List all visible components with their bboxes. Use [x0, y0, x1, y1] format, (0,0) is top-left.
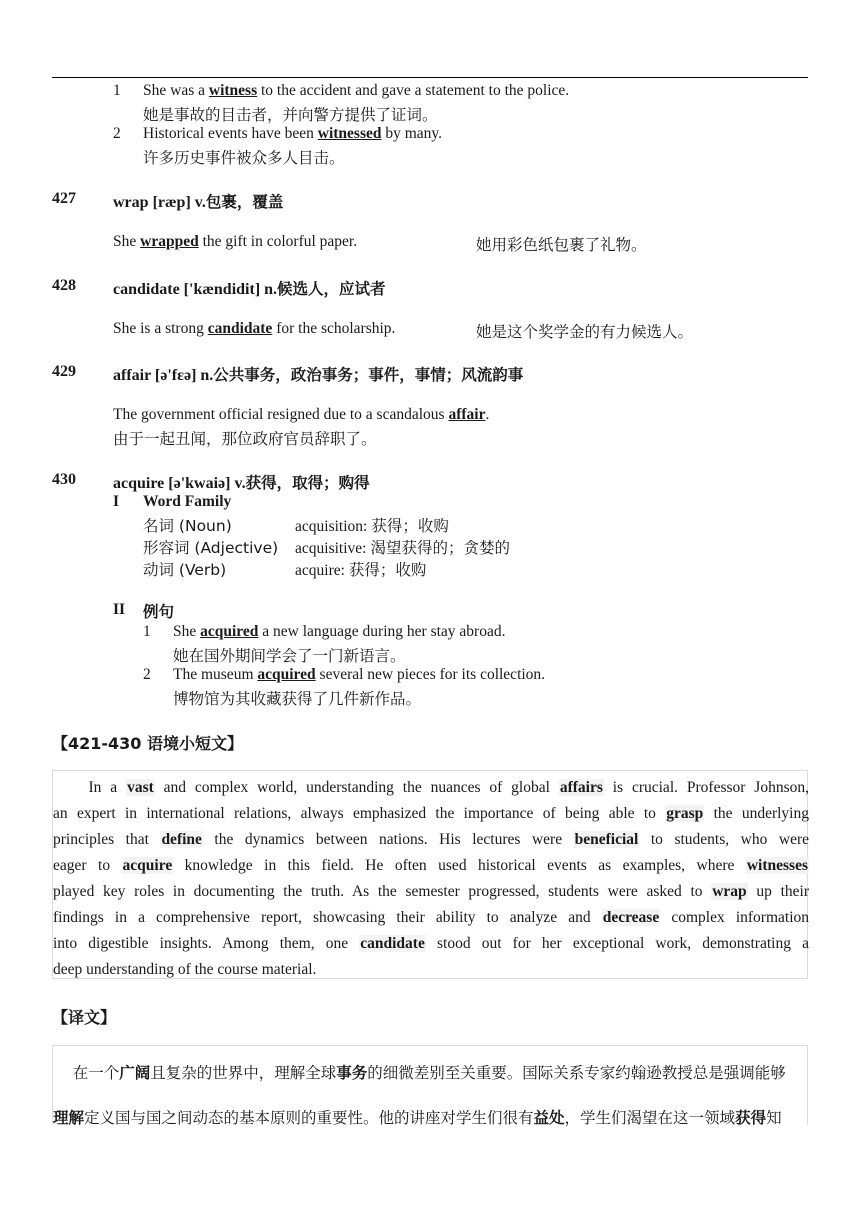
example-text: Historical events have been: [143, 125, 318, 142]
translation-keyword: 理解: [53, 1109, 85, 1127]
example-text: She: [173, 623, 201, 640]
examples-title: 例句: [143, 603, 175, 621]
word-family-entry: [295, 558, 426, 580]
word-family-word: acquisitive:: [295, 540, 367, 557]
word-family-meaning: 获得；收购: [348, 561, 427, 579]
translation-keyword: 广阔: [119, 1064, 151, 1082]
word-family-pos: 形容词 (Adjective): [143, 539, 279, 557]
passage-keyword: beneficial: [574, 831, 639, 848]
example-english: [173, 666, 545, 684]
translation-title: 【译文】: [52, 1008, 117, 1027]
meaning: 候选人，应试者: [277, 280, 386, 298]
meaning: 公共事务，政治事务；事件，事情；风流韵事: [213, 366, 524, 384]
headword: wrap: [113, 194, 149, 211]
example-text: She was a: [143, 82, 209, 99]
passage-keyword: wrap: [712, 883, 747, 900]
passage-line: In a vast and complex world, understanding the nuances of global affairs is crucial. Professor Johnson,: [53, 779, 809, 796]
entry-example-chinese: 由于一起丑闻，那位政府官员辞职了。: [113, 430, 377, 448]
example-text: several new pieces for its collection.: [315, 666, 546, 683]
translation-line: 在一个广阔且复杂的世界中，理解全球事务的细微差别至关重要。国际关系专家约翰逊教授总是强调能够: [53, 1064, 786, 1082]
word-family-entry: [295, 536, 510, 558]
entry-headword: [113, 277, 386, 299]
entry-headword: [113, 471, 370, 493]
word-family-entry: [295, 514, 449, 536]
example-text: a new language during her stay abroad.: [258, 623, 506, 640]
example-text: for the scholarship.: [272, 320, 396, 337]
meaning: 获得，取得；购得: [245, 474, 370, 492]
entry-example-english: [113, 406, 489, 424]
example-text: to the accident and gave a statement to the police.: [257, 82, 570, 99]
keyword: wrapped: [140, 233, 199, 250]
examples-roman: II: [113, 601, 126, 618]
entry-example-english: [113, 233, 357, 251]
passage-line: eager to acquire knowledge in this field. He often used historical events as examples, where witnesses: [53, 857, 808, 874]
word-family-word: acquire:: [295, 562, 345, 579]
passage-line: an expert in international relations, always emphasized the importance of being able to grasp the underlying: [53, 805, 809, 822]
translation-box: [52, 1045, 808, 1125]
passage-line: principles that define the dynamics between nations. His lectures were beneficial to students, who were: [53, 831, 809, 848]
translation-keyword: 获得: [735, 1109, 767, 1127]
entry-number: 428: [52, 277, 76, 294]
example-number: 1: [113, 82, 121, 99]
example-text: .: [485, 406, 490, 423]
phonetic: [ə'fɛə] n.: [150, 367, 214, 384]
example-number: 2: [143, 666, 151, 683]
headword: acquire: [113, 475, 165, 492]
word-family-pos: 名词 (Noun): [143, 517, 232, 535]
word-family-title: Word Family: [143, 493, 232, 510]
word-family-meaning: 获得；收购: [371, 517, 449, 535]
example-chinese: 她是事故的目击者，并向警方提供了证词。: [143, 106, 438, 124]
keyword: witness: [208, 82, 258, 99]
passage-keyword: decrease: [602, 909, 660, 926]
keyword: witnessed: [317, 125, 382, 142]
entry-example-english: [113, 320, 395, 338]
entry-headword: [113, 190, 283, 212]
example-text: The government official resigned due to a scandalous: [113, 406, 449, 423]
phonetic: [ə'kwaiə] v.: [164, 475, 246, 492]
passage-title: 【421-430 语境小短文】: [52, 734, 244, 753]
entry-example-chinese: 她是这个奖学金的有力候选人。: [476, 323, 694, 341]
example-english: [143, 125, 442, 143]
passage-keyword: define: [161, 831, 202, 848]
example-chinese: 她在国外期间学会了一门新语言。: [173, 647, 406, 665]
translation-keyword: 益处: [533, 1109, 565, 1127]
word-family-meaning: 渴望获得的；贪婪的: [370, 539, 510, 557]
passage-line: played key roles in documenting the truth. As the semester progressed, students were asked to wrap up their: [53, 883, 809, 900]
entry-number: 430: [52, 471, 76, 488]
example-text: She is a strong: [113, 320, 208, 337]
example-english: [173, 623, 505, 641]
passage-keyword: candidate: [360, 935, 425, 952]
top-rule: [52, 77, 808, 78]
passage-keyword: affairs: [559, 779, 603, 796]
example-chinese: 博物馆为其收藏获得了几件新作品。: [173, 690, 422, 708]
keyword: affair: [448, 406, 486, 423]
word-family-word: acquisition:: [295, 518, 368, 535]
phonetic: [ræp] v.: [148, 194, 206, 211]
keyword: acquired: [257, 666, 316, 683]
translation-line: 理解定义国与国之间动态的基本原则的重要性。他的讲座对学生们很有益处，学生们渴望在这一领域获得知: [53, 1109, 782, 1127]
entry-number: 427: [52, 190, 76, 207]
example-text: the gift in colorful paper.: [198, 233, 358, 250]
phonetic: ['kændidit] n.: [179, 281, 278, 298]
passage-keyword: grasp: [666, 805, 704, 822]
passage-keyword: witnesses: [746, 857, 808, 874]
passage-keyword: acquire: [122, 857, 173, 874]
example-number: 2: [113, 125, 121, 142]
word-family-roman: I: [113, 493, 120, 510]
keyword: acquired: [200, 623, 259, 640]
word-family-pos: 动词 (Verb): [143, 561, 227, 579]
headword: candidate: [113, 281, 180, 298]
headword: affair: [113, 367, 151, 384]
meaning: 包裹，覆盖: [205, 193, 284, 211]
passage-line: deep understanding of the course material.: [53, 961, 317, 978]
entry-headword: [113, 363, 523, 385]
example-text: She: [113, 233, 141, 250]
example-english: [143, 82, 569, 100]
translation-keyword: 事务: [336, 1064, 368, 1082]
entry-number: 429: [52, 363, 76, 380]
passage-line: into digestible insights. Among them, one candidate stood out for her exceptional work, demonstrating a: [53, 935, 809, 952]
example-text: The museum: [173, 666, 258, 683]
example-chinese: 许多历史事件被众多人目击。: [143, 149, 345, 167]
passage-line: findings in a comprehensive report, showcasing their ability to analyze and decrease complex information: [53, 909, 809, 926]
passage-box: [52, 770, 808, 979]
example-number: 1: [143, 623, 151, 640]
example-text: by many.: [381, 125, 443, 142]
passage-keyword: vast: [127, 779, 154, 796]
keyword: candidate: [207, 320, 273, 337]
entry-example-chinese: 她用彩色纸包裹了礼物。: [476, 236, 647, 254]
